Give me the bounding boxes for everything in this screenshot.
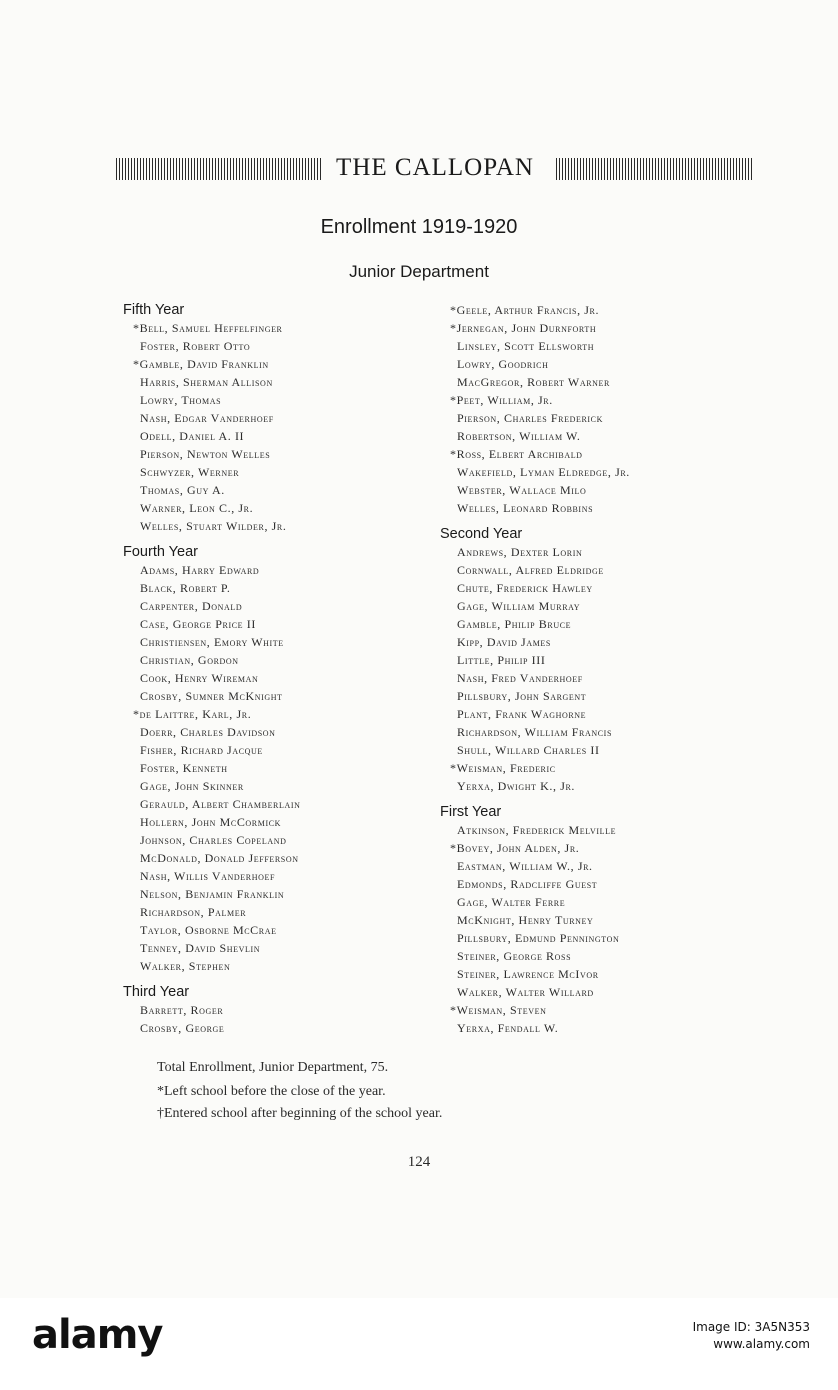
student-name: Walker, Walter Willard <box>457 985 594 999</box>
student-name: Eastman, William W., Jr. <box>457 859 593 873</box>
left-column <box>123 301 301 1037</box>
student-name: Shull, Willard Charles II <box>457 743 600 757</box>
student-name: McKnight, Henry Turney <box>457 913 594 927</box>
student-name: Foster, Kenneth <box>140 761 228 775</box>
student-name: Webster, Wallace Milo <box>457 483 587 497</box>
student-name: Welles, Stuart Wilder, Jr. <box>140 519 287 533</box>
student-name: *Geele, Arthur Francis, Jr. <box>450 303 600 317</box>
student-name: Crosby, George <box>140 1021 225 1035</box>
student-name: Johnson, Charles Copeland <box>140 833 287 847</box>
student-name: Wakefield, Lyman Eldredge, Jr. <box>457 465 630 479</box>
student-name: Chute, Frederick Hawley <box>457 581 593 595</box>
student-name: *de Laittre, Karl, Jr. <box>133 707 252 721</box>
student-name: Taylor, Osborne McCrae <box>140 923 277 937</box>
student-name: Robertson, William W. <box>457 429 581 443</box>
student-name: Foster, Robert Otto <box>140 339 251 353</box>
student-name: Yerxa, Dwight K., Jr. <box>457 779 576 793</box>
student-name: Tenney, David Shevlin <box>140 941 261 955</box>
student-name: Pillsbury, Edmund Pennington <box>457 931 620 945</box>
student-name: Steiner, Lawrence McIvor <box>457 967 599 981</box>
student-name: *Weisman, Steven <box>450 1003 547 1017</box>
student-name: Plant, Frank Waghorne <box>457 707 587 721</box>
image-id-text: Image ID: 3A5N353 <box>692 1320 810 1334</box>
student-name: Harris, Sherman Allison <box>140 375 273 389</box>
student-name: Black, Robert P. <box>140 581 231 595</box>
student-name: Gage, Walter Ferre <box>457 895 566 909</box>
student-name: Thomas, Guy A. <box>140 483 225 497</box>
student-name: Gerauld, Albert Chamberlain <box>140 797 301 811</box>
student-name: *Bell, Samuel Heffelfinger <box>133 321 283 335</box>
total-enrollment: Total Enrollment, Junior Department, 75. <box>157 1060 389 1075</box>
student-name: McDonald, Donald Jefferson <box>140 851 299 865</box>
student-name: Crosby, Sumner McKnight <box>140 689 283 703</box>
student-name: Nash, Edgar Vanderhoef <box>140 411 274 425</box>
student-name: Christiensen, Emory White <box>140 635 284 649</box>
student-name: Pillsbury, John Sargent <box>457 689 587 703</box>
student-name: Nelson, Benjamin Franklin <box>140 887 285 901</box>
student-name: Odell, Daniel A. II <box>140 429 245 443</box>
student-name: Schwyzer, Werner <box>140 465 240 479</box>
student-name: Lowry, Thomas <box>140 393 222 407</box>
student-name: Pierson, Newton Welles <box>140 447 271 461</box>
student-name: Doerr, Charles Davidson <box>140 725 276 739</box>
student-name: Edmonds, Radcliffe Guest <box>457 877 598 891</box>
student-name: Kipp, David James <box>457 635 551 649</box>
student-name: Nash, Fred Vanderhoef <box>457 671 583 685</box>
student-name: Lowry, Goodrich <box>457 357 549 371</box>
student-name: Steiner, George Ross <box>457 949 572 963</box>
section-gap <box>440 795 630 803</box>
student-name: MacGregor, Robert Warner <box>457 375 610 389</box>
student-name: Cornwall, Alfred Eldridge <box>457 563 604 577</box>
entered-school-note: †Entered school after beginning of the school year. <box>157 1106 443 1121</box>
student-name: Gage, William Murray <box>457 599 581 613</box>
year-heading: Fourth Year <box>123 544 198 560</box>
section-gap <box>440 517 630 525</box>
section-gap <box>123 535 301 543</box>
student-name: *Gamble, David Franklin <box>133 357 269 371</box>
year-heading: Fifth Year <box>123 302 185 318</box>
student-name: *Jernegan, John Durnforth <box>450 321 597 335</box>
student-name: Case, George Price II <box>140 617 256 631</box>
student-name: *Peet, William, Jr. <box>450 393 553 407</box>
student-name: Atkinson, Frederick Melville <box>457 823 617 837</box>
student-name: Little, Philip III <box>457 653 546 667</box>
callopan-banner <box>116 150 754 186</box>
student-name: Nash, Willis Vanderhoef <box>140 869 276 883</box>
alamy-logo: alamy <box>32 1312 163 1358</box>
student-name: Barrett, Roger <box>140 1003 224 1017</box>
student-name: Linsley, Scott Ellsworth <box>457 339 595 353</box>
student-name: Gamble, Philip Bruce <box>457 617 572 631</box>
page-heading: Enrollment 1919-1920 <box>320 216 518 238</box>
student-name: Richardson, William Francis <box>457 725 612 739</box>
student-name: Yerxa, Fendall W. <box>457 1021 559 1035</box>
year-heading: First Year <box>440 804 502 820</box>
banner-title: THE CALLOPAN <box>116 154 754 182</box>
student-name: Adams, Harry Edward <box>140 563 260 577</box>
student-name: Andrews, Dexter Lorin <box>457 545 583 559</box>
stock-image-id <box>693 1319 810 1353</box>
student-name: *Bovey, John Alden, Jr. <box>450 841 580 855</box>
student-name: Fisher, Richard Jacque <box>140 743 263 757</box>
student-name: Richardson, Palmer <box>140 905 247 919</box>
year-heading: Third Year <box>123 984 190 1000</box>
student-name: Walker, Stephen <box>140 959 231 973</box>
year-heading: Second Year <box>440 526 523 542</box>
site-url: www.alamy.com <box>713 1337 810 1351</box>
student-name: Pierson, Charles Frederick <box>457 411 603 425</box>
student-name: Warner, Leon C., Jr. <box>140 501 254 515</box>
page-number: 124 <box>407 1154 431 1170</box>
student-name: Carpenter, Donald <box>140 599 243 613</box>
student-name: *Weisman, Frederic <box>450 761 556 775</box>
right-column <box>440 301 630 1037</box>
student-name: *Ross, Elbert Archibald <box>450 447 583 461</box>
left-school-note: *Left school before the close of the year. <box>157 1084 386 1099</box>
student-name: Gage, John Skinner <box>140 779 244 793</box>
department-heading: Junior Department <box>349 262 489 281</box>
student-name: Christian, Gordon <box>140 653 239 667</box>
student-name: Welles, Leonard Robbins <box>457 501 594 515</box>
section-gap <box>123 975 301 983</box>
student-name: Hollern, John McCormick <box>140 815 282 829</box>
student-name: Cook, Henry Wireman <box>140 671 259 685</box>
